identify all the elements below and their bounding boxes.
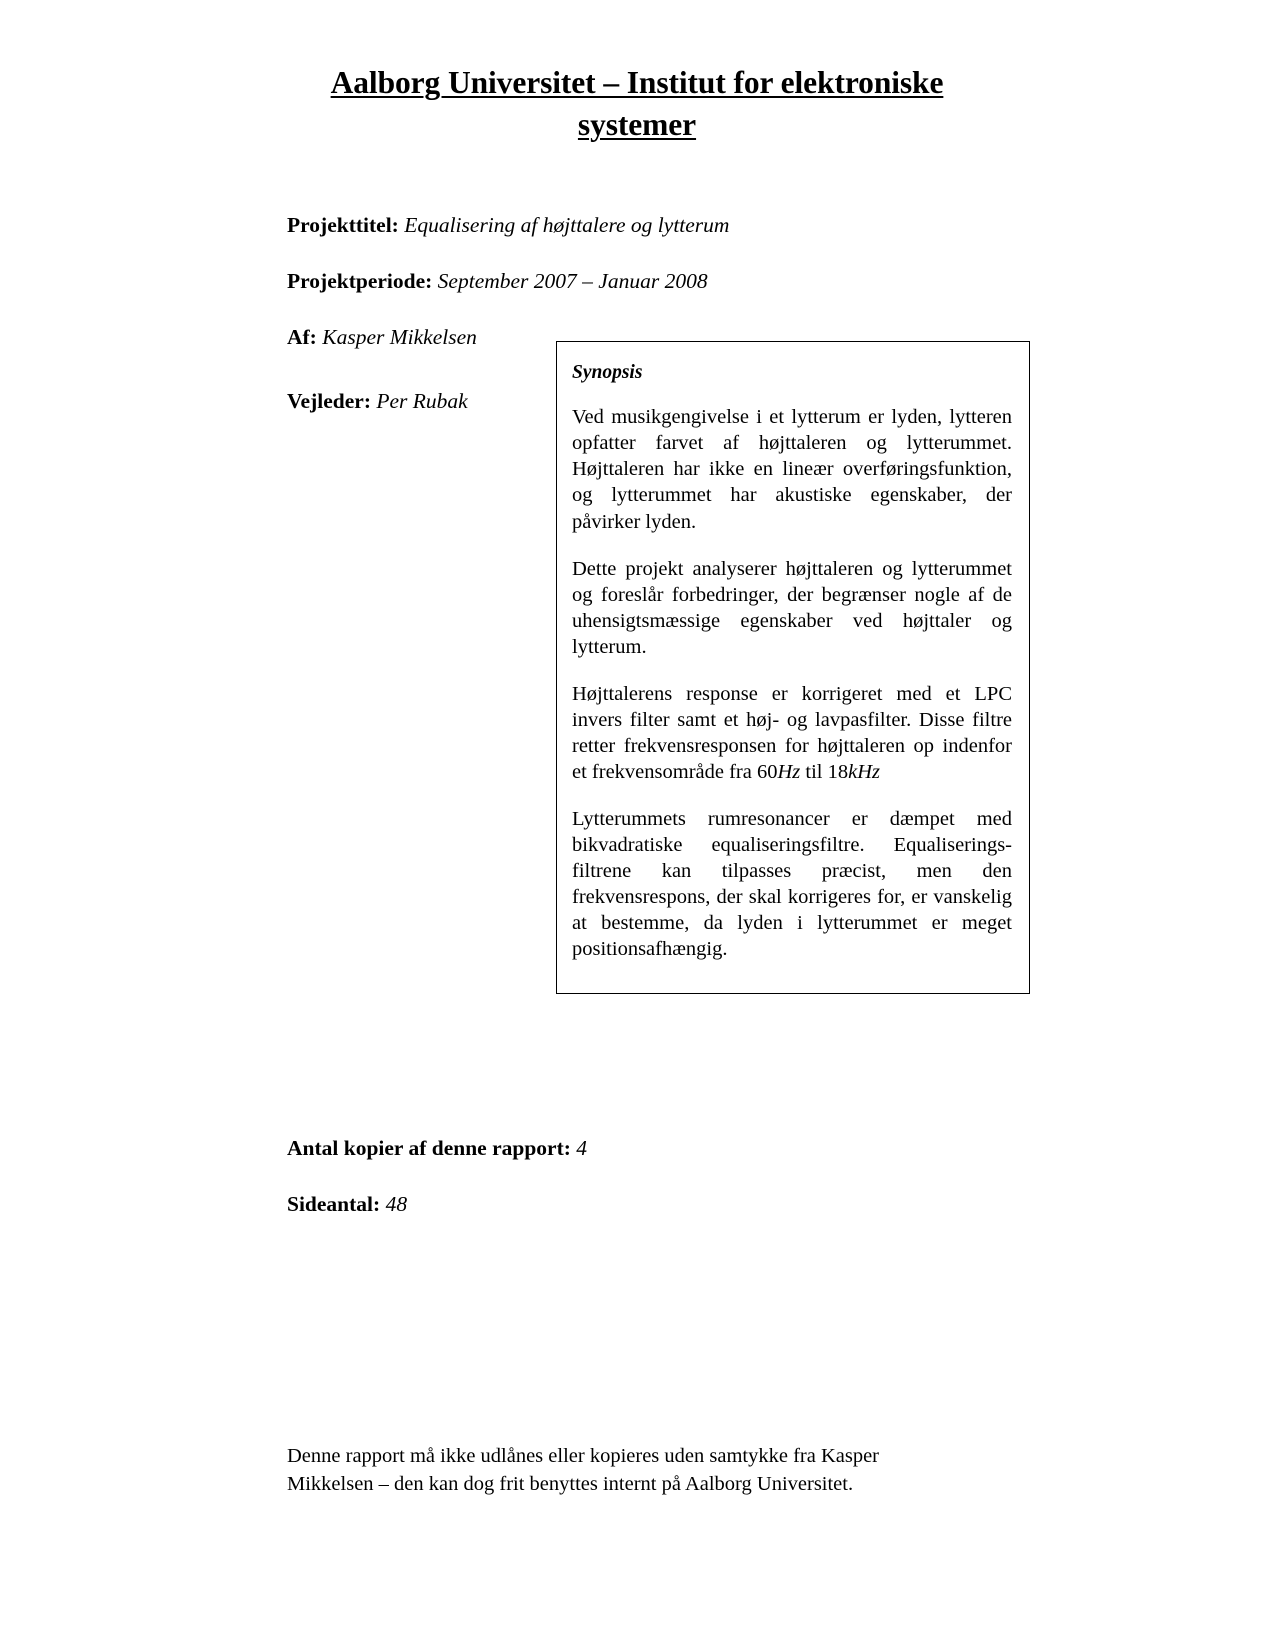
page-title-line-2-text: systemer: [577, 106, 697, 142]
footer-notice-line-2: Mikkelsen – den kan dog frit benyttes internt på Aalborg Universitet.: [287, 1472, 854, 1495]
page-title: [287, 62, 987, 145]
field-project-title: [287, 212, 729, 239]
field-project-period-label: Projektperiode:: [287, 269, 433, 293]
field-adviser-value: Per Rubak: [376, 389, 468, 413]
field-page-count-value: 48: [385, 1192, 408, 1216]
field-page-count-label: Sideantal:: [287, 1192, 381, 1216]
synopsis-paragraph-3-part-2: til 18: [800, 760, 849, 783]
field-author: [287, 324, 477, 351]
field-copies-label: Antal kopier af denne rapport:: [287, 1136, 571, 1160]
field-page-count: [287, 1191, 407, 1218]
page-title-line-1: [287, 62, 987, 104]
synopsis-paragraph-3-part-1: Højttalerens response er korrigeret med et LPC invers filter samt et høj- og lavpasfilter. Disse filtre retter frekvensresponsen for højttaleren op indenfor et frekvensområde fra 60: [572, 682, 1012, 783]
synopsis-paragraph-1: Ved musikgengivelse i et lytterum er lyden, lytteren opfatter farvet af højttaleren og lytterummet. Højttaleren har ikke en lineær overføringsfunktion, og lytterummet har akustiske egenskaber, der påvirker lyden.: [572, 406, 1012, 533]
synopsis-heading: Synopsis: [572, 362, 643, 383]
page-title-line-1-text: Aalborg Universitet – Institut for elektroniske: [330, 65, 944, 100]
synopsis-unit-hz: Hz: [777, 760, 801, 783]
field-project-title-label: Projekttitel:: [287, 213, 399, 237]
footer-notice: [287, 1443, 977, 1499]
field-project-period: [287, 268, 708, 295]
field-author-value: Kasper Mikkelsen: [322, 325, 477, 349]
synopsis-box: [556, 341, 1030, 994]
synopsis-paragraph-4: Lytterummets rumresonancer er dæmpet med bikvadratiske equaliseringsfiltre. Equaliserings-filtrene kan tilpasses præcist, men den frekvensrespons, der skal korrigeres for, er vanskelig at bestemme, da lyden i lytterummet er meget positionsafhængig.: [572, 807, 1012, 960]
footer-notice-line-1: Denne rapport må ikke udlånes eller kopieres uden samtykke fra Kasper: [287, 1445, 879, 1467]
field-copies-value: 4: [576, 1136, 588, 1160]
field-adviser-label: Vejleder:: [287, 389, 371, 413]
field-author-label: Af:: [287, 325, 317, 349]
synopsis-paragraph-2: Dette projekt analyserer højttaleren og lytterummet og foreslår forbedringer, der begrænser nogle af de uhensigtsmæssige egenskaber ved højttaler og lytterum.: [572, 557, 1012, 658]
field-copies: [287, 1135, 587, 1162]
field-project-title-value: Equalisering af højttalere og lytterum: [404, 213, 730, 237]
synopsis-body: [572, 404, 1012, 962]
field-project-period-value: September 2007 – Januar 2008: [437, 269, 708, 293]
synopsis-unit-khz: kHz: [848, 760, 881, 783]
synopsis-paragraph-3: [572, 681, 1012, 785]
field-adviser: [287, 388, 468, 415]
page-title-line-2: [287, 104, 987, 146]
